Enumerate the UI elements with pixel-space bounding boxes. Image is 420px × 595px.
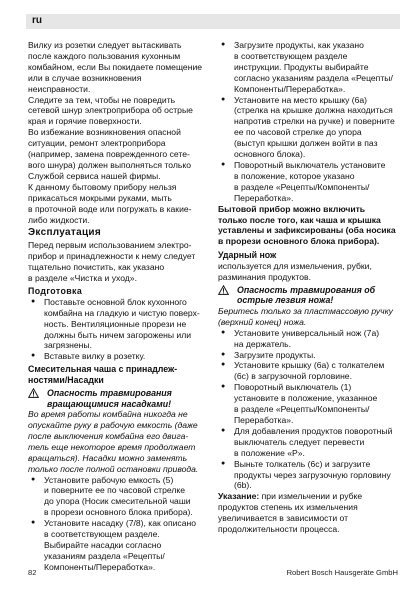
- list-item: ● Установите насадку (7/8), как описано в соответствующем разделе. Выбирайте насадки согласно указаниям раздела «Рецепты/ Компоненты/Переработка».: [28, 518, 211, 573]
- list-item: ● Установите крышку (6а) с толкателем (6с) в загрузочной горловине.: [218, 360, 401, 382]
- publisher-name: Robert Bosch Hausgeräte GmbH: [286, 568, 398, 577]
- note-paragraph: Указание: при измельчении и рубке продуктов степень их измельчения увеличивается в зависимости от продолжительности процесса.: [218, 491, 363, 535]
- list-item: ● Установите на место крышку (6а) (стрелка на крышке должна находиться напротив стрелки на ручке) и поверните ее по часовой стрелке до упора (выступ крышки должен войти в паз основного блока).: [218, 95, 401, 160]
- list-item: ● Для добавления продуктов поворотный выключатель следует перевести в положение «P».: [218, 426, 401, 459]
- bowl-list: [28, 475, 211, 573]
- list-item: ● Установите рабочую емкость (5) и поверните ее по часовой стрелке до упора (Носик смесительной чаши в прорези основного блока прибора).: [28, 475, 211, 519]
- bowl-heading: Смесительная чаша с принадлеж- ностями/Насадки: [28, 364, 178, 386]
- list-item: ● Выньте толкатель (6с) и загрузите продукты через загрузочную горловину (6b).: [218, 459, 401, 492]
- warning-heading: Опасность травмирования об острые лезвия ножа!: [218, 285, 401, 306]
- list-item: ● Вставьте вилку в розетку.: [28, 351, 211, 362]
- language-bar: [26, 14, 400, 29]
- list-item: ● Поворотный выключатель (1) установите в положение, указанное в разделе «Рецепты/Компоненты/ Переработка».: [218, 382, 401, 426]
- knife-list: [218, 328, 401, 492]
- knife-heading: Ударный нож: [218, 250, 277, 261]
- list-item: ● Установите универсальный нож (7а) на держатель.: [218, 328, 401, 350]
- page-number: 82: [28, 568, 37, 577]
- warning-icon: [28, 388, 39, 398]
- list-item: ● Загрузите продукты.: [218, 350, 401, 361]
- warning-icon: [218, 285, 229, 295]
- warning-text: Беритесь только за пластмассовую ручку (верхний конец) ножа.: [218, 305, 393, 327]
- list-item: ● Загрузите продукты, как указано в соответствующем разделе инструкции. Продукты выбирайте согласно указаниям раздела «Рецепты/ Компоненты/Переработка».: [218, 40, 401, 95]
- operation-paragraph: Перед первым использованием электро- прибор и принадлежности к нему следует тщательно почистить, как указано в разделе «Чистка и уход».: [28, 240, 196, 284]
- preparation-list: [28, 297, 211, 362]
- warning-text: Во время работы комбайна никогда не опускайте руку в рабочую емкость (даже после выключения комбайна его двига- тель еще некоторое время продолжает вращаться). Насадки можно заменять только после полной остановки привода.: [28, 409, 199, 474]
- language-label: ru: [32, 15, 42, 26]
- bold-note: Бытовой прибор можно включить только после того, как чаша и крышка уставлены и зафиксированы (оба носика в прорези основного блока прибора).: [218, 203, 396, 247]
- loading-list: [218, 40, 401, 204]
- operation-heading: Эксплуатация: [28, 227, 101, 239]
- note-label: Указание:: [218, 491, 260, 502]
- safety-paragraph: Вилку из розетки следует вытаскивать после каждого пользования кухонным комбайном, если Вы покидаете помещение или в случае возникновения неисправности. Следите за тем, чтобы не повредить сетевой шнур электроприбора об острые края и горячие поверхности. Во избежание возникновения опасной ситуации, ремонт электроприбора (например, замена поврежденного сете- вого шнура) должен выполняться только Службой сервиса нашей фирмы. К данному бытовому прибору нельзя прикасаться мокрыми руками, мыть в проточной воде или погружать в какие- либо жидкости.: [28, 40, 203, 225]
- list-item: ● Поворотный выключатель установите в положение, которое указано в разделе «Рецепты/Компоненты/ Переработка».: [218, 160, 401, 204]
- warning-heading: Опасность травмирования вращающимися насадками!: [28, 388, 211, 409]
- knife-text: используется для измельчения, рубки, разминания продуктов.: [218, 261, 372, 283]
- list-item: ● Поставьте основной блок кухонного комбайна на гладкую и чистую поверх- ность. Вентиляционные прорези не должны быть ничем загорожены или загрязнены.: [28, 297, 211, 352]
- preparation-heading: Подготовка: [28, 285, 83, 296]
- right-column: [218, 40, 401, 535]
- left-column: [28, 40, 211, 573]
